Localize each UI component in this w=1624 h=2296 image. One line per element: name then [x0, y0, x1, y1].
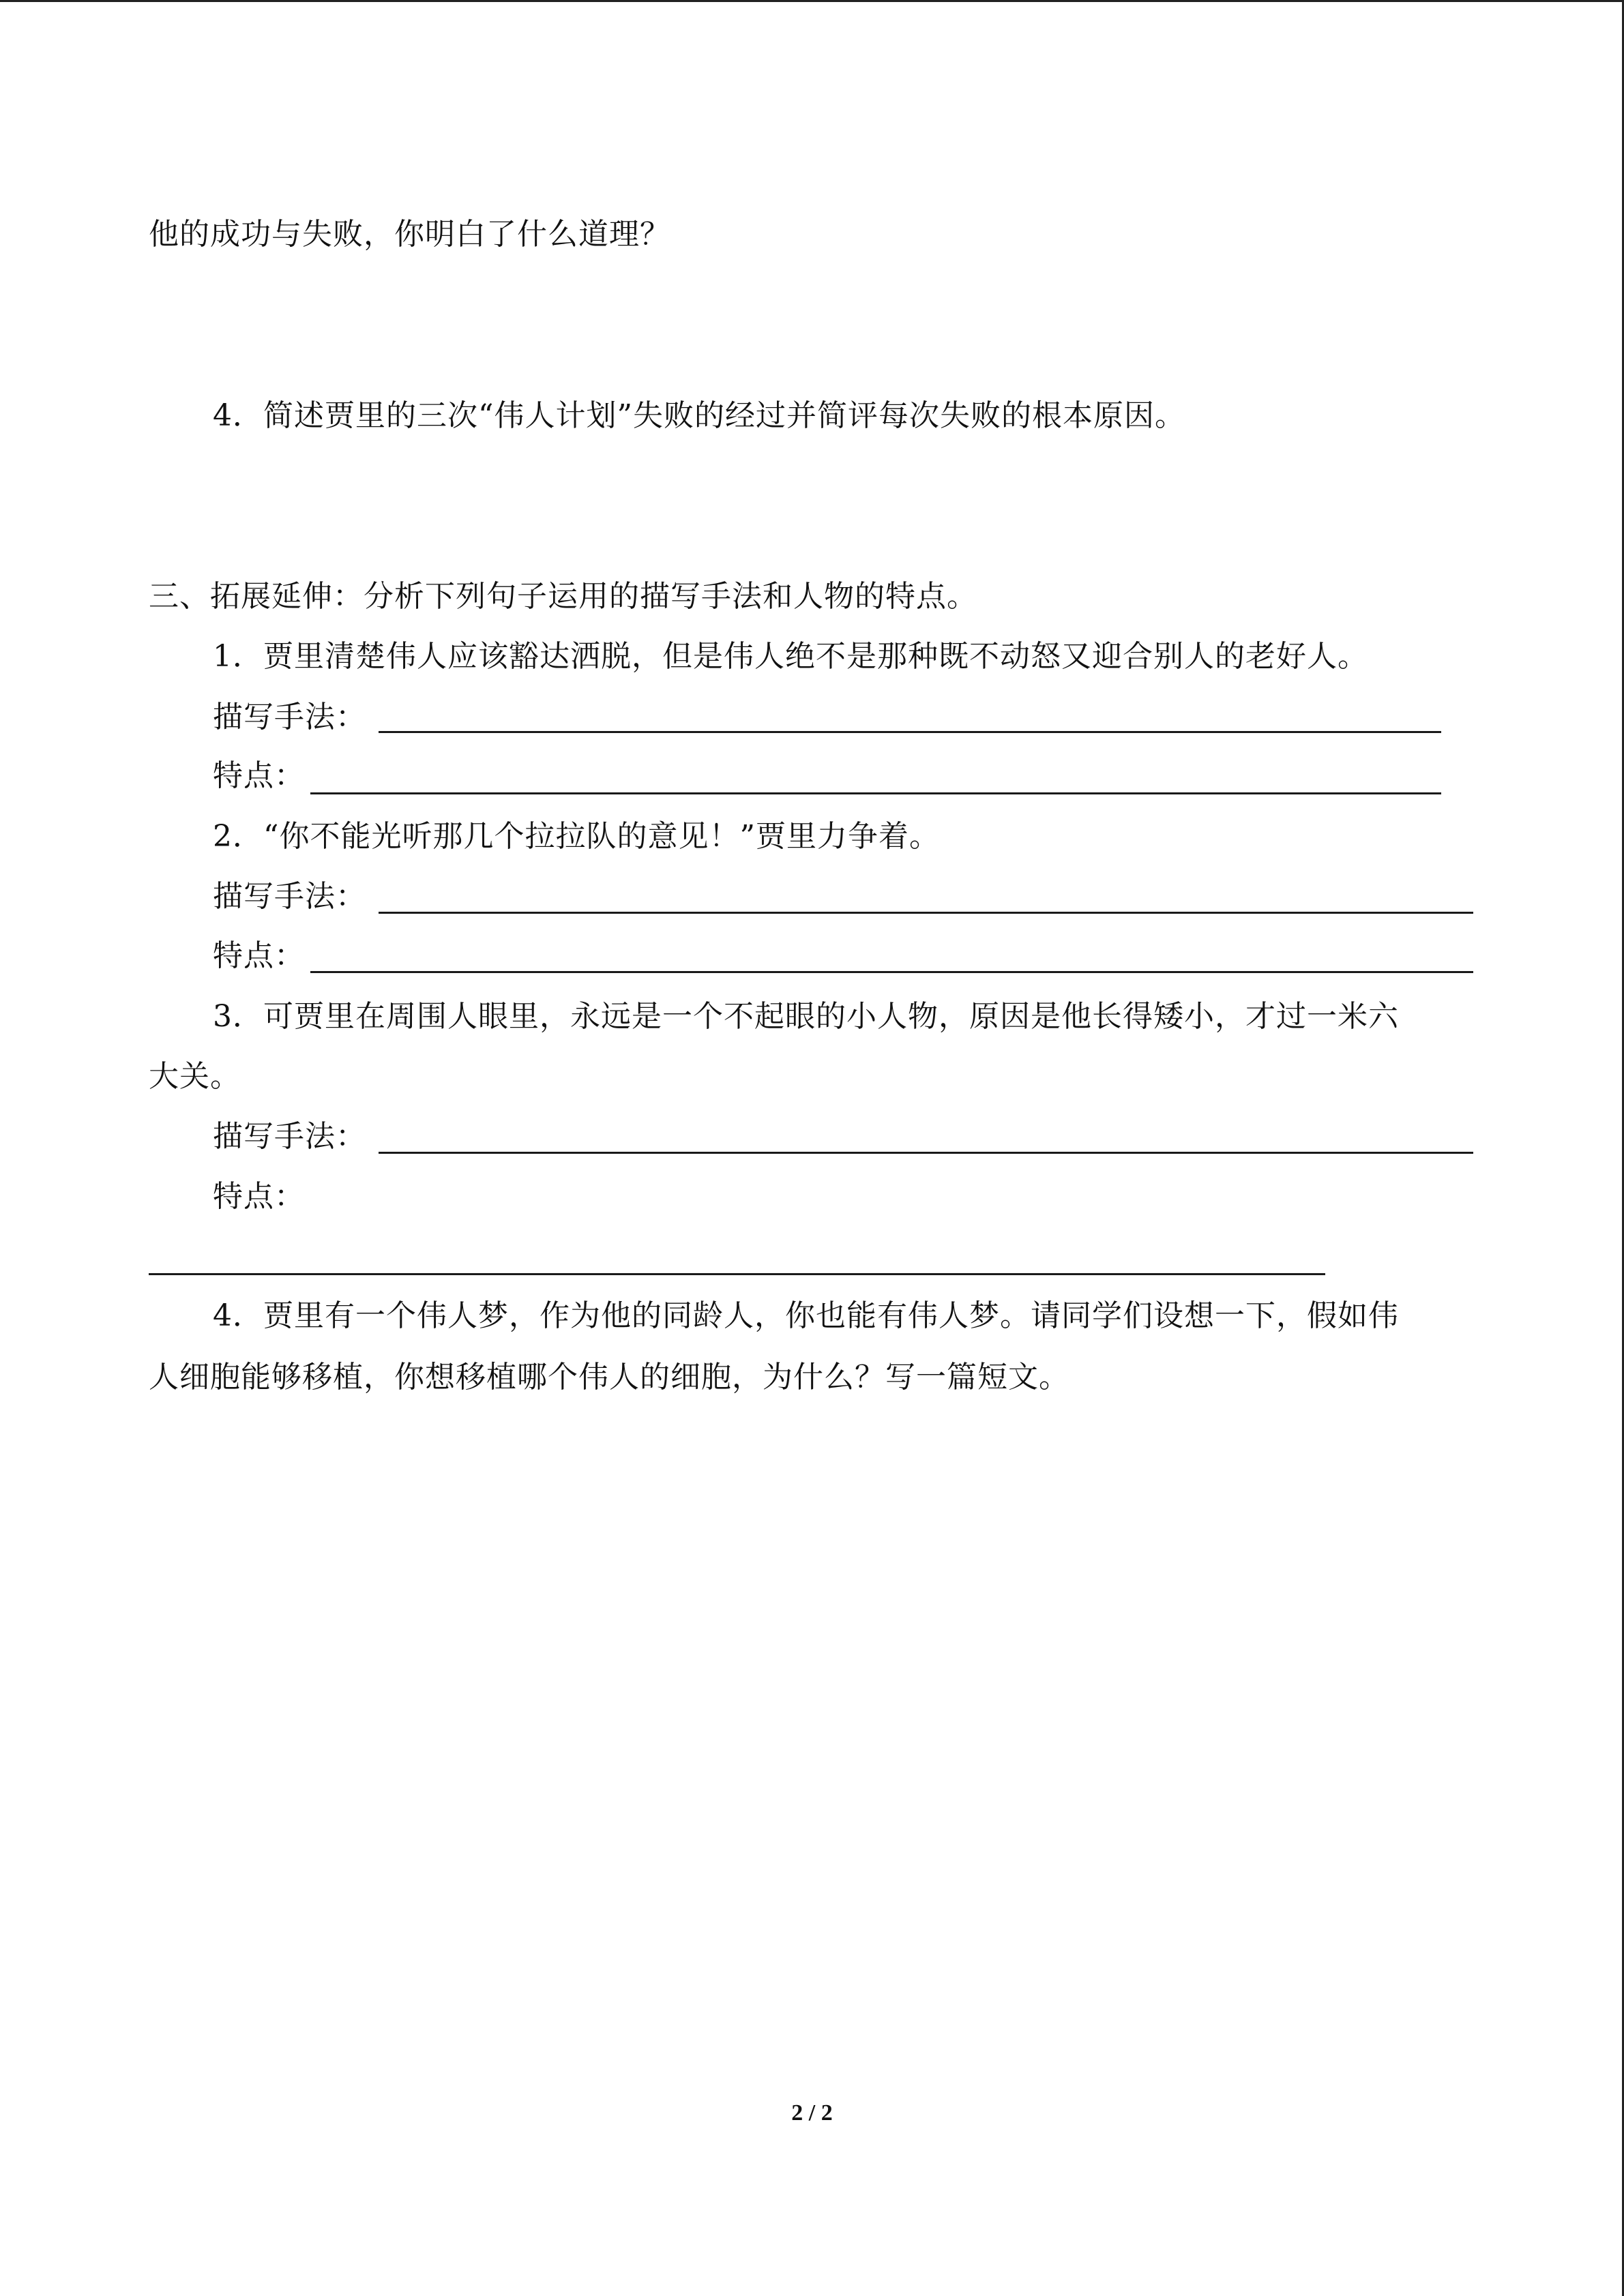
- page-border-top: [0, 0, 1624, 2]
- item-2-trait-label: 特点：: [213, 938, 305, 973]
- question-4-text: 4．简述贾里的三次“伟人计划”失败的经过并简评每次失败的根本原因。: [213, 398, 1185, 433]
- item-4-prompt-continuation: 人细胞能够移植，你想移植哪个伟人的细胞，为什么？写一篇短文。: [149, 1360, 1069, 1395]
- item-1-trait-label: 特点：: [213, 758, 305, 793]
- item-1-sentence: 1．贾里清楚伟人应该豁达洒脱，但是伟人绝不是那种既不动怒又迎合别人的老好人。: [213, 639, 1368, 674]
- item-3-trait-label: 特点：: [213, 1179, 305, 1214]
- item-1-technique-label: 描写手法：: [213, 700, 366, 734]
- item-3-technique-label: 描写手法：: [213, 1119, 366, 1154]
- item-2-technique-answer-line[interactable]: [379, 912, 1473, 914]
- item-2-trait-answer-line[interactable]: [310, 971, 1473, 973]
- item-1-trait-answer-line[interactable]: [310, 792, 1441, 794]
- item-4-prompt: 4．贾里有一个伟人梦，作为他的同龄人，你也能有伟人梦。请同学们设想一下，假如伟: [213, 1298, 1399, 1333]
- item-3-sentence-continuation: 大关。: [149, 1059, 241, 1094]
- page-number: 2 / 2: [791, 2100, 833, 2126]
- item-2-sentence: 2．“你不能光听那几个拉拉队的意见！”贾里力争着。: [213, 819, 940, 854]
- text-line-question3-continuation: 他的成功与失败，你明白了什么道理？: [149, 217, 670, 252]
- item-3-technique-answer-line[interactable]: [379, 1152, 1473, 1154]
- item-3-sentence: 3．可贾里在周围人眼里，永远是一个不起眼的小人物，原因是他长得矮小，才过一米六: [213, 999, 1399, 1034]
- item-3-trait-answer-line[interactable]: [149, 1273, 1325, 1275]
- section-3-heading: 三、拓展延伸：分析下列句子运用的描写手法和人物的特点。: [149, 579, 977, 614]
- item-1-technique-answer-line[interactable]: [379, 731, 1441, 733]
- item-2-technique-label: 描写手法：: [213, 879, 366, 914]
